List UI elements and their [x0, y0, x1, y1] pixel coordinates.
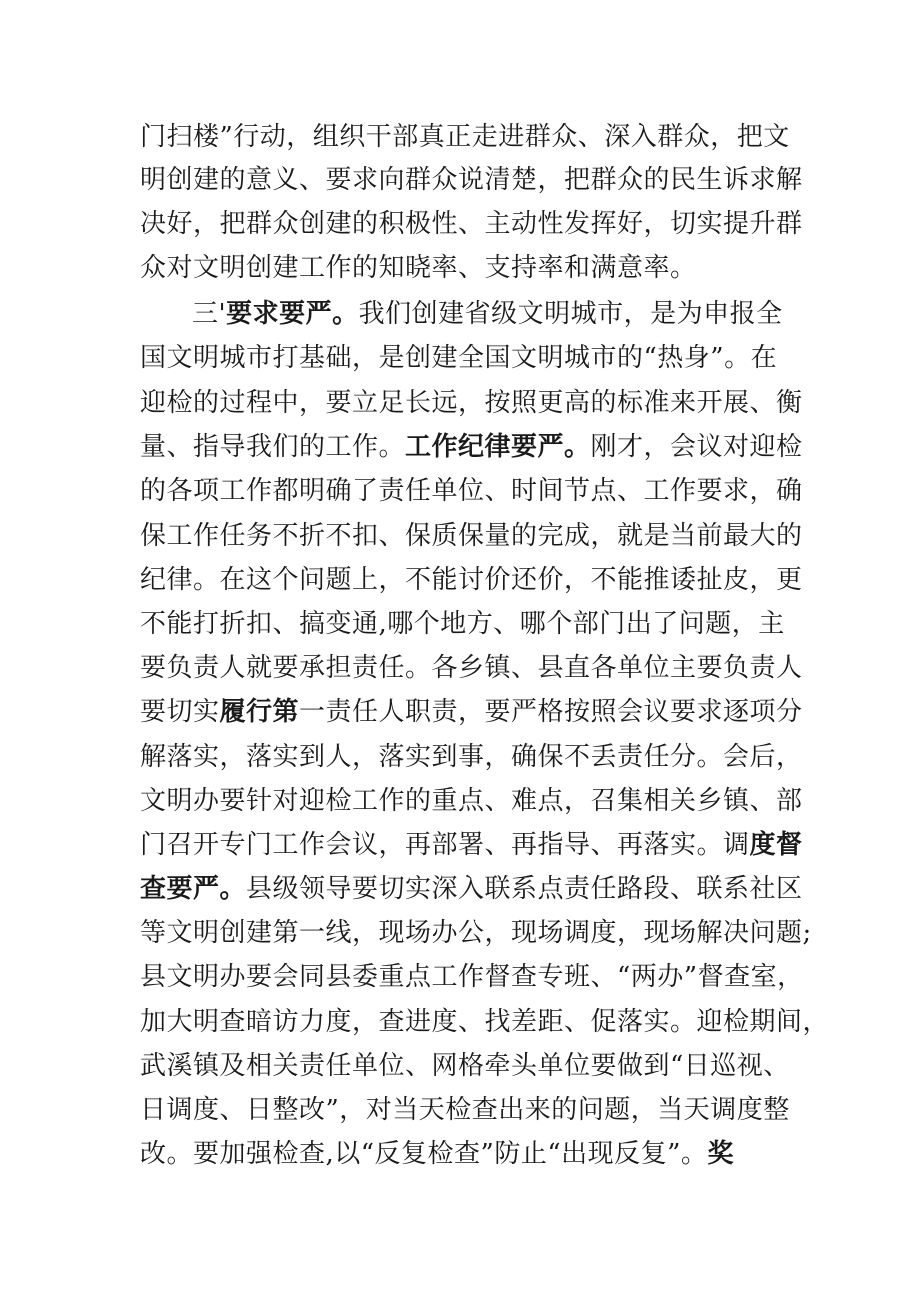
bold-subheading: 工作纪律要严。 — [405, 432, 591, 462]
text-line — [140, 690, 820, 734]
text-run: 一责任人职责，要严格按照会议要求逐项分 — [299, 697, 803, 727]
text-run: 加大明查暗访力度，查进度、找差距、促落实。迎检期间， — [140, 1007, 830, 1037]
text-line — [140, 1132, 820, 1176]
text-run: 纪律。在这个问题上，不能讨价还价，不能推诿扯皮，更 — [140, 565, 803, 595]
text-run: 改。要加强检查,以“反复检查”防止“出现反复”。 — [140, 1139, 708, 1169]
text-run: 我们创建省级文明城市，是为申报全 — [358, 299, 783, 329]
text-run: 要负责人就要承担责任。各乡镇、县直各单位主要负责人 — [140, 653, 803, 683]
text-run: 明创建的意义、要求向群众说清楚，把群众的民生诉求解 — [140, 165, 803, 195]
text-line — [140, 469, 820, 513]
text-line — [140, 1088, 820, 1132]
bold-subheading: 奖 — [707, 1139, 734, 1169]
text-run: 等文明创建第一线，现场办公，现场调度，现场解决问题; — [140, 918, 812, 948]
text-run: 武溪镇及相关责任单位、网格牵头单位要做到“日巡视、 — [140, 1051, 790, 1081]
text-run: 的各项工作都明确了责任单位、时间节点、工作要求，确 — [140, 476, 803, 506]
text-line — [140, 381, 820, 425]
paragraph-start-line — [192, 292, 872, 336]
section-number: 三' — [192, 299, 227, 329]
text-run: 县文明办要会同县委重点工作督查专班、“两办”督查室， — [140, 962, 804, 992]
text-run: 解落实，落实到人，落实到事，确保不丢责任分。会后， — [140, 742, 803, 772]
text-run: 要切实 — [140, 697, 220, 727]
text-run: 众对文明创建工作的知晓率、支持率和满意率。 — [140, 253, 697, 283]
text-run: 门扫楼”行动，组织干部真正走进群众、深入群众，把文 — [140, 122, 790, 152]
bold-subheading: 度督 — [749, 830, 803, 860]
text-run: 保工作任务不折不扣、保质保量的完成，就是当前最大的 — [140, 521, 803, 551]
text-line — [140, 246, 820, 290]
text-line — [140, 823, 820, 867]
text-run: 文明办要针对迎检工作的重点、难点，召集相关乡镇、部 — [140, 786, 803, 816]
text-run: 量、指导我们的工作。 — [140, 432, 406, 462]
text-line — [140, 115, 820, 159]
text-line — [140, 867, 820, 911]
text-line — [140, 1044, 820, 1088]
text-line — [140, 911, 820, 955]
bold-text-run: 履行第 — [219, 697, 300, 727]
text-line — [140, 425, 820, 469]
text-line — [140, 955, 820, 999]
text-run: 决好，把群众创建的积极性、主动性发挥好，切实提升群 — [140, 209, 803, 239]
text-line — [140, 514, 820, 558]
text-line — [140, 735, 820, 779]
text-line — [140, 158, 820, 202]
text-run: 不能打折扣、搞变通,哪个地方、哪个部门出了问题，主 — [140, 609, 785, 639]
text-run: 门召开专门工作会议，再部署、再指导、再落实。调 — [140, 830, 750, 860]
text-run: 日调度、日整改”，对当天检查出来的问题，当天调度整 — [140, 1095, 790, 1125]
text-line — [140, 336, 820, 380]
text-line — [140, 558, 820, 602]
text-line — [140, 779, 820, 823]
text-run: 刚才，会议对迎检 — [590, 432, 803, 462]
text-run: 迎检的过程中，要立足长远，按照更高的标准来开展、衡 — [140, 388, 803, 418]
bold-subheading: 查要严。 — [140, 874, 247, 904]
text-line — [140, 202, 820, 246]
text-line — [140, 646, 820, 690]
text-line — [140, 602, 820, 646]
text-run: 县级领导要切实深入联系点责任路段、联系社区 — [246, 874, 803, 904]
section-heading: 要求要严。 — [226, 299, 359, 329]
text-run: 国文明城市打基础，是创建全国文明城市的“热身”。在 — [140, 343, 778, 373]
text-line — [140, 1000, 830, 1044]
